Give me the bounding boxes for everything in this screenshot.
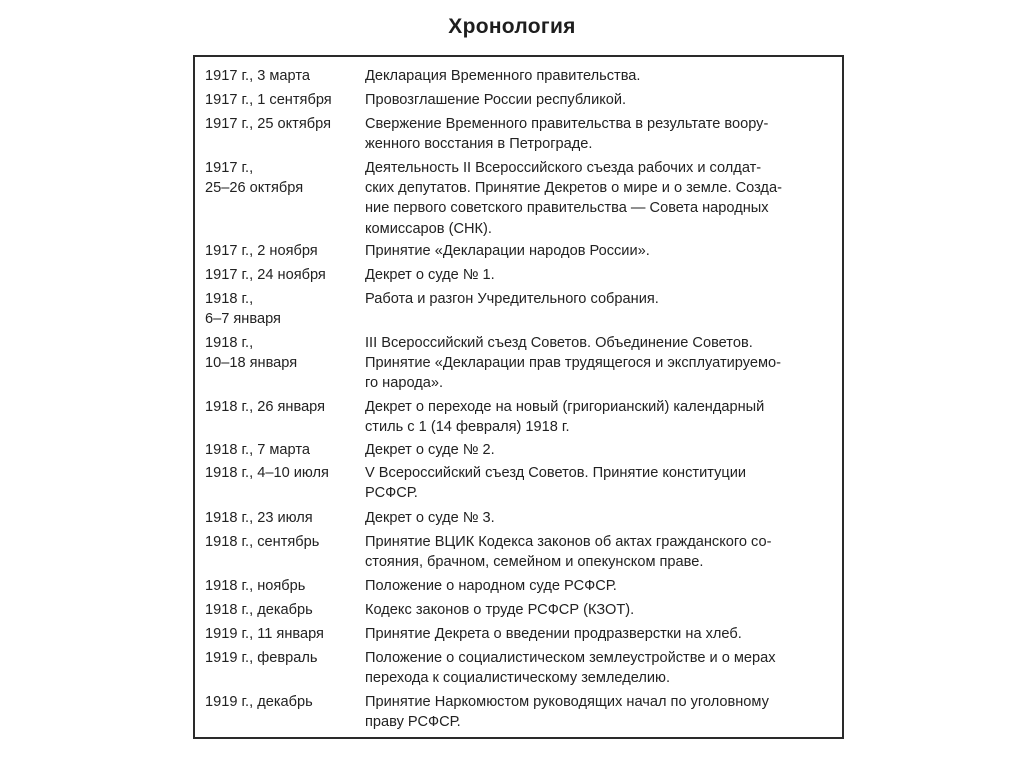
- row-event: Кодекс законов о труде РСФСР (КЗОТ).: [365, 602, 635, 618]
- row-event: Работа и разгон Учредительного собрания.: [365, 291, 659, 307]
- row-date: 1918 г., 26 января: [205, 399, 326, 415]
- row-date: 1917 г., 25–26 октября: [205, 160, 304, 197]
- row-date: 1917 г., 3 марта: [205, 68, 310, 84]
- row-date: 1918 г., 7 марта: [205, 442, 310, 458]
- row-date: 1919 г., февраль: [205, 650, 318, 666]
- row-event: Декрет о суде № 2.: [365, 442, 495, 458]
- row-date: 1917 г., 2 ноября: [205, 243, 318, 259]
- row-event: Декрет о суде № 1.: [365, 267, 495, 283]
- row-event: Декрет о переходе на новый (григорианский) календарный стиль с 1 (14 февраля) 1918 г.: [365, 399, 765, 436]
- row-date: 1919 г., декабрь: [205, 694, 313, 710]
- row-event: Декларация Временного правительства.: [365, 68, 641, 84]
- row-event: III Всероссийский съезд Советов. Объединение Советов. Принятие «Декларации прав трудящегося и эксплуатируемо- го народа».: [365, 335, 782, 392]
- row-date: 1918 г., 10–18 января: [205, 335, 298, 372]
- row-event: Положение о социалистическом землеустройстве и о мерах перехода к социалистическому земледелию.: [365, 650, 776, 687]
- row-event: V Всероссийский съезд Советов. Принятие конституции РСФСР.: [365, 465, 747, 502]
- row-event: Принятие «Декларации народов России».: [365, 243, 650, 259]
- row-date: 1918 г., 23 июля: [205, 510, 313, 526]
- row-date: 1918 г., ноябрь: [205, 578, 306, 594]
- row-date: 1917 г., 24 ноября: [205, 267, 326, 283]
- row-date: 1919 г., 11 января: [205, 626, 324, 642]
- row-date: 1917 г., 1 сентября: [205, 92, 332, 108]
- row-event: Принятие Наркомюстом руководящих начал по уголовному праву РСФСР.: [365, 694, 769, 731]
- row-date: 1918 г., декабрь: [205, 602, 313, 618]
- row-event: Декрет о суде № 3.: [365, 510, 495, 526]
- row-date: 1918 г., 6–7 января: [205, 291, 281, 328]
- row-event: Провозглашение России республикой.: [365, 92, 627, 108]
- row-event: Деятельность II Всероссийского съезда рабочих и солдат- ских депутатов. Принятие Декретов о мире и о земле. Созда- ние первого советского правительства — Совета народных комиссаров (СНК).: [365, 160, 782, 237]
- row-date: 1918 г., сентябрь: [205, 534, 320, 550]
- row-event: Принятие ВЦИК Кодекса законов об актах гражданского со- стояния, брачном, семейном и опекунском праве.: [365, 534, 772, 571]
- page-title: Хронология: [448, 15, 576, 38]
- row-date: 1918 г., 4–10 июля: [205, 465, 329, 481]
- row-event: Свержение Временного правительства в результате воору- женного восстания в Петрограде.: [365, 116, 769, 153]
- row-event: Положение о народном суде РСФСР.: [365, 578, 617, 594]
- row-date: 1917 г., 25 октября: [205, 116, 331, 132]
- row-event: Принятие Декрета о введении продразверстки на хлеб.: [365, 626, 742, 642]
